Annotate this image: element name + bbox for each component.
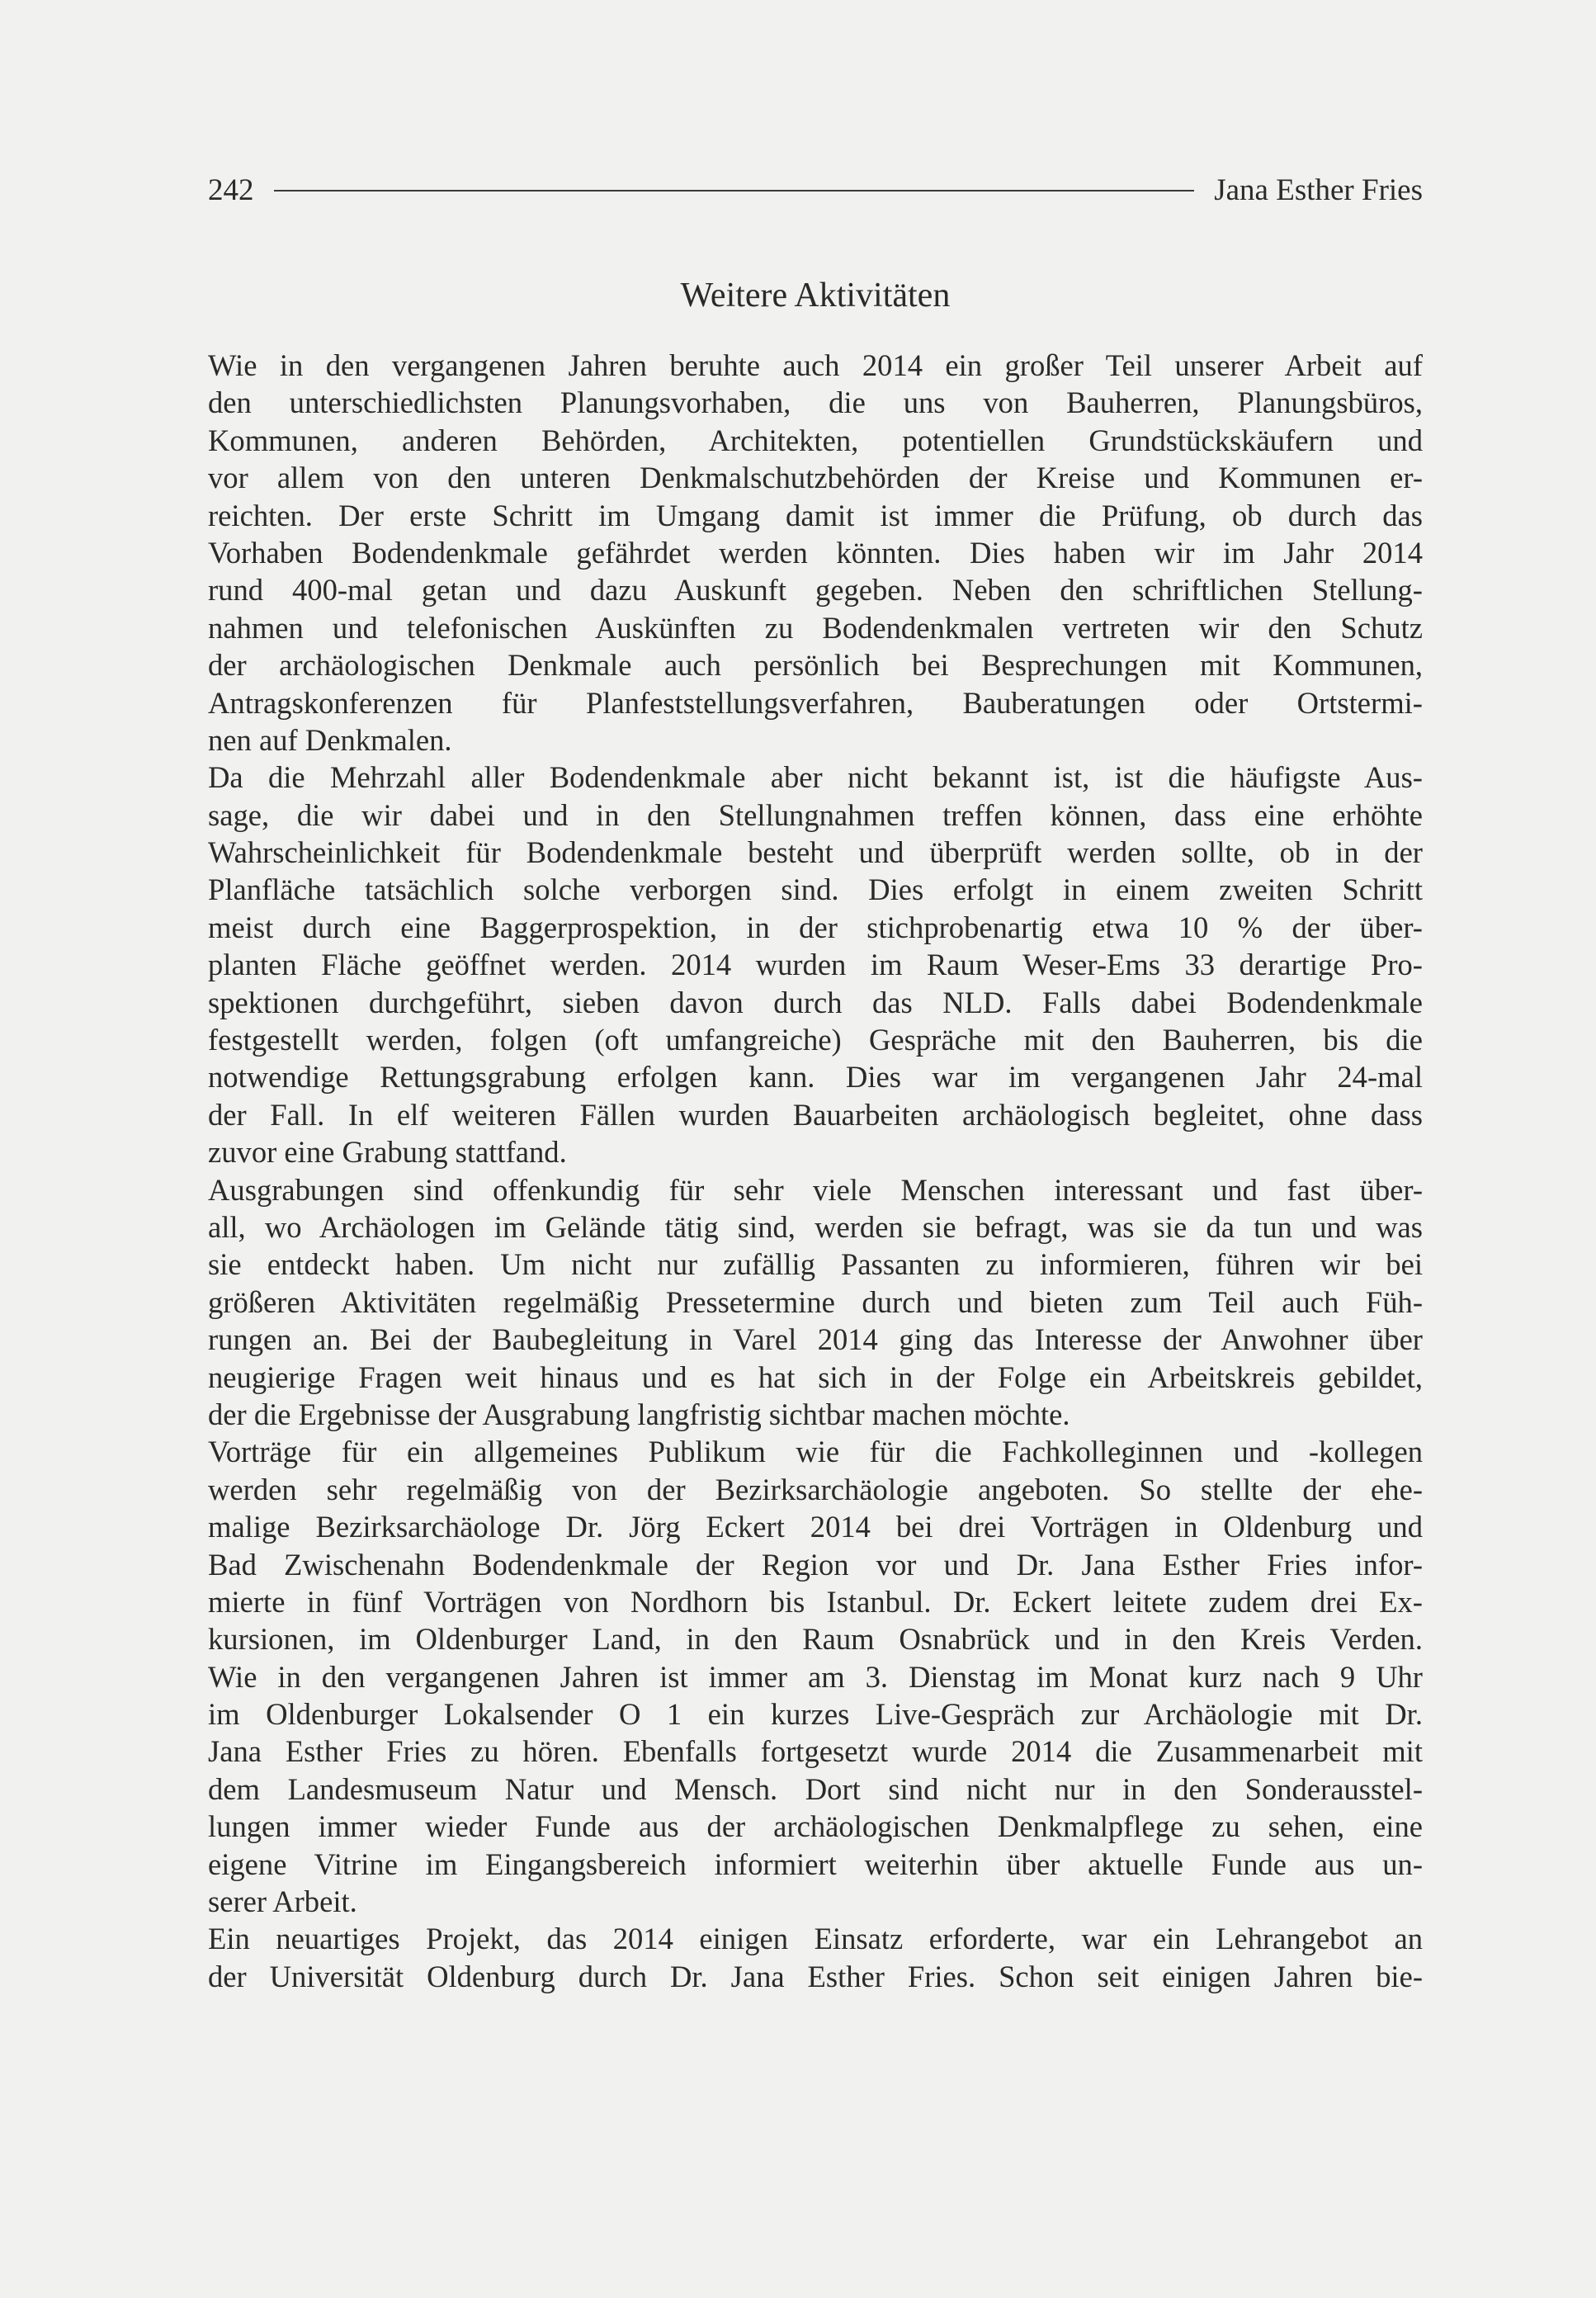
- text-line: Wahrscheinlichkeit für Bodendenkmale besteht und überprüft werden sollte, ob in der: [208, 835, 1423, 870]
- text-line: Antragskonferenzen für Planfeststellungsverfahren, Bauberatungen oder Ortstermi-: [208, 685, 1423, 720]
- running-header: [208, 170, 1423, 211]
- text-line: nahmen und telefonischen Auskünften zu Bodendenkmalen vertreten wir den Schutz: [208, 610, 1423, 645]
- text-line: notwendige Rettungsgrabung erfolgen kann. Dies war im vergangenen Jahr 24-mal: [208, 1060, 1423, 1095]
- text-line: meist durch eine Baggerprospektion, in der stichprobenartig etwa 10 % der über-: [208, 910, 1423, 944]
- paragraph: [208, 1171, 1423, 1434]
- text-line: Wie in den vergangenen Jahren beruhte auch 2014 ein großer Teil unserer Arbeit auf: [208, 348, 1423, 382]
- text-line: Bad Zwischenahn Bodendenkmale der Region vor und Dr. Jana Esther Fries infor-: [208, 1547, 1423, 1582]
- text-line: all, wo Archäologen im Gelände tätig sind, werden sie befragt, was sie da tun und was: [208, 1209, 1423, 1244]
- text-line: der Fall. In elf weiteren Fällen wurden Bauarbeiten archäologisch begleitet, ohne dass: [208, 1097, 1423, 1132]
- text-line: serer Arbeit.: [208, 1884, 357, 1919]
- text-line: rungen an. Bei der Baubegleitung in Varel 2014 ging das Interesse der Anwohner über: [208, 1322, 1423, 1357]
- running-author: Jana Esther Fries: [1214, 173, 1423, 207]
- text-line: Da die Mehrzahl aller Bodendenkmale aber nicht bekannt ist, ist die häufigste Aus-: [208, 760, 1423, 795]
- text-line: werden sehr regelmäßig von der Bezirksarchäologie angeboten. So stellte der ehe-: [208, 1472, 1423, 1506]
- text-line: zuvor eine Grabung stattfand.: [208, 1135, 567, 1170]
- text-line: planten Fläche geöffnet werden. 2014 wurden im Raum Weser-Ems 33 derartige Pro-: [208, 948, 1423, 982]
- text-line: mierte in fünf Vorträgen von Nordhorn bis Istanbul. Dr. Eckert leitete zudem drei Ex-: [208, 1584, 1423, 1619]
- text-line: rund 400-mal getan und dazu Auskunft gegeben. Neben den schriftlichen Stellung-: [208, 573, 1423, 608]
- text-line: nen auf Denkmalen.: [208, 722, 452, 757]
- text-line: Vorhaben Bodendenkmale gefährdet werden könnten. Dies haben wir im Jahr 2014: [208, 535, 1423, 570]
- text-line: den unterschiedlichsten Planungsvorhaben, die uns von Bauherren, Planungsbüros,: [208, 385, 1423, 420]
- text-line: Planfläche tatsächlich solche verborgen sind. Dies erfolgt in einem zweiten Schritt: [208, 872, 1423, 907]
- paragraph: [208, 1920, 1423, 1995]
- text-line: dem Landesmuseum Natur und Mensch. Dort sind nicht nur in den Sonderausstel-: [208, 1771, 1423, 1806]
- text-line: der Universität Oldenburg durch Dr. Jana Esther Fries. Schon seit einigen Jahren bie-: [208, 1959, 1423, 1993]
- text-line: Ausgrabungen sind offenkundig für sehr viele Menschen interessant und fast über-: [208, 1172, 1423, 1207]
- text-line: im Oldenburger Lokalsender O 1 ein kurzes Live-Gespräch zur Archäologie mit Dr.: [208, 1697, 1423, 1732]
- text-line: vor allem von den unteren Denkmalschutzbehörden der Kreise und Kommunen er-: [208, 461, 1423, 495]
- text-line: kursionen, im Oldenburger Land, in den Raum Osnabrück und in den Kreis Verden.: [208, 1622, 1423, 1657]
- page-number: 242: [208, 173, 254, 207]
- text-line: Ein neuartiges Projekt, das 2014 einigen Einsatz erforderte, war ein Lehrangebot an: [208, 1922, 1423, 1956]
- paragraph: [208, 347, 1423, 759]
- text-line: sage, die wir dabei und in den Stellungnahmen treffen können, dass eine erhöhte: [208, 797, 1423, 832]
- text-line: neugierige Fragen weit hinaus und es hat sich in der Folge ein Arbeitskreis gebildet,: [208, 1359, 1423, 1394]
- paragraph: [208, 759, 1423, 1170]
- text-line: reichten. Der erste Schritt im Umgang damit ist immer die Prüfung, ob durch das: [208, 498, 1423, 532]
- text-line: Kommunen, anderen Behörden, Architekten, potentiellen Grundstückskäufern und: [208, 423, 1423, 457]
- text-line: malige Bezirksarchäologe Dr. Jörg Eckert 2014 bei drei Vorträgen in Oldenburg und: [208, 1510, 1423, 1544]
- text-line: Jana Esther Fries zu hören. Ebenfalls fortgesetzt wurde 2014 die Zusammenarbeit mit: [208, 1734, 1423, 1769]
- text-line: festgestellt werden, folgen (oft umfangreiche) Gespräche mit den Bauherren, bis die: [208, 1023, 1423, 1057]
- text-line: der die Ergebnisse der Ausgrabung langfristig sichtbar machen möchte.: [208, 1397, 1070, 1431]
- text-line: der archäologischen Denkmale auch persönlich bei Besprechungen mit Kommunen,: [208, 648, 1423, 683]
- text-line: Vorträge für ein allgemeines Publikum wie für die Fachkolleginnen und -kollegen: [208, 1435, 1423, 1469]
- text-line: spektionen durchgeführt, sieben davon durch das NLD. Falls dabei Bodendenkmale: [208, 985, 1423, 1019]
- text-line: Wie in den vergangenen Jahren ist immer am 3. Dienstag im Monat kurz nach 9 Uhr: [208, 1659, 1423, 1694]
- header-rule: [274, 190, 1195, 192]
- text-line: lungen immer wieder Funde aus der archäologischen Denkmalpflege zu sehen, eine: [208, 1809, 1423, 1844]
- text-line: größeren Aktivitäten regelmäßig Pressetermine durch und bieten zum Teil auch Füh-: [208, 1284, 1423, 1319]
- paragraph: [208, 1433, 1423, 1920]
- text-line: eigene Vitrine im Eingangsbereich informiert weiterhin über aktuelle Funde aus un-: [208, 1846, 1423, 1881]
- text-line: sie entdeckt haben. Um nicht nur zufällig Passanten zu informieren, führen wir bei: [208, 1247, 1423, 1282]
- body-text: [208, 347, 1423, 1995]
- section-title: Weitere Aktivitäten: [680, 277, 951, 314]
